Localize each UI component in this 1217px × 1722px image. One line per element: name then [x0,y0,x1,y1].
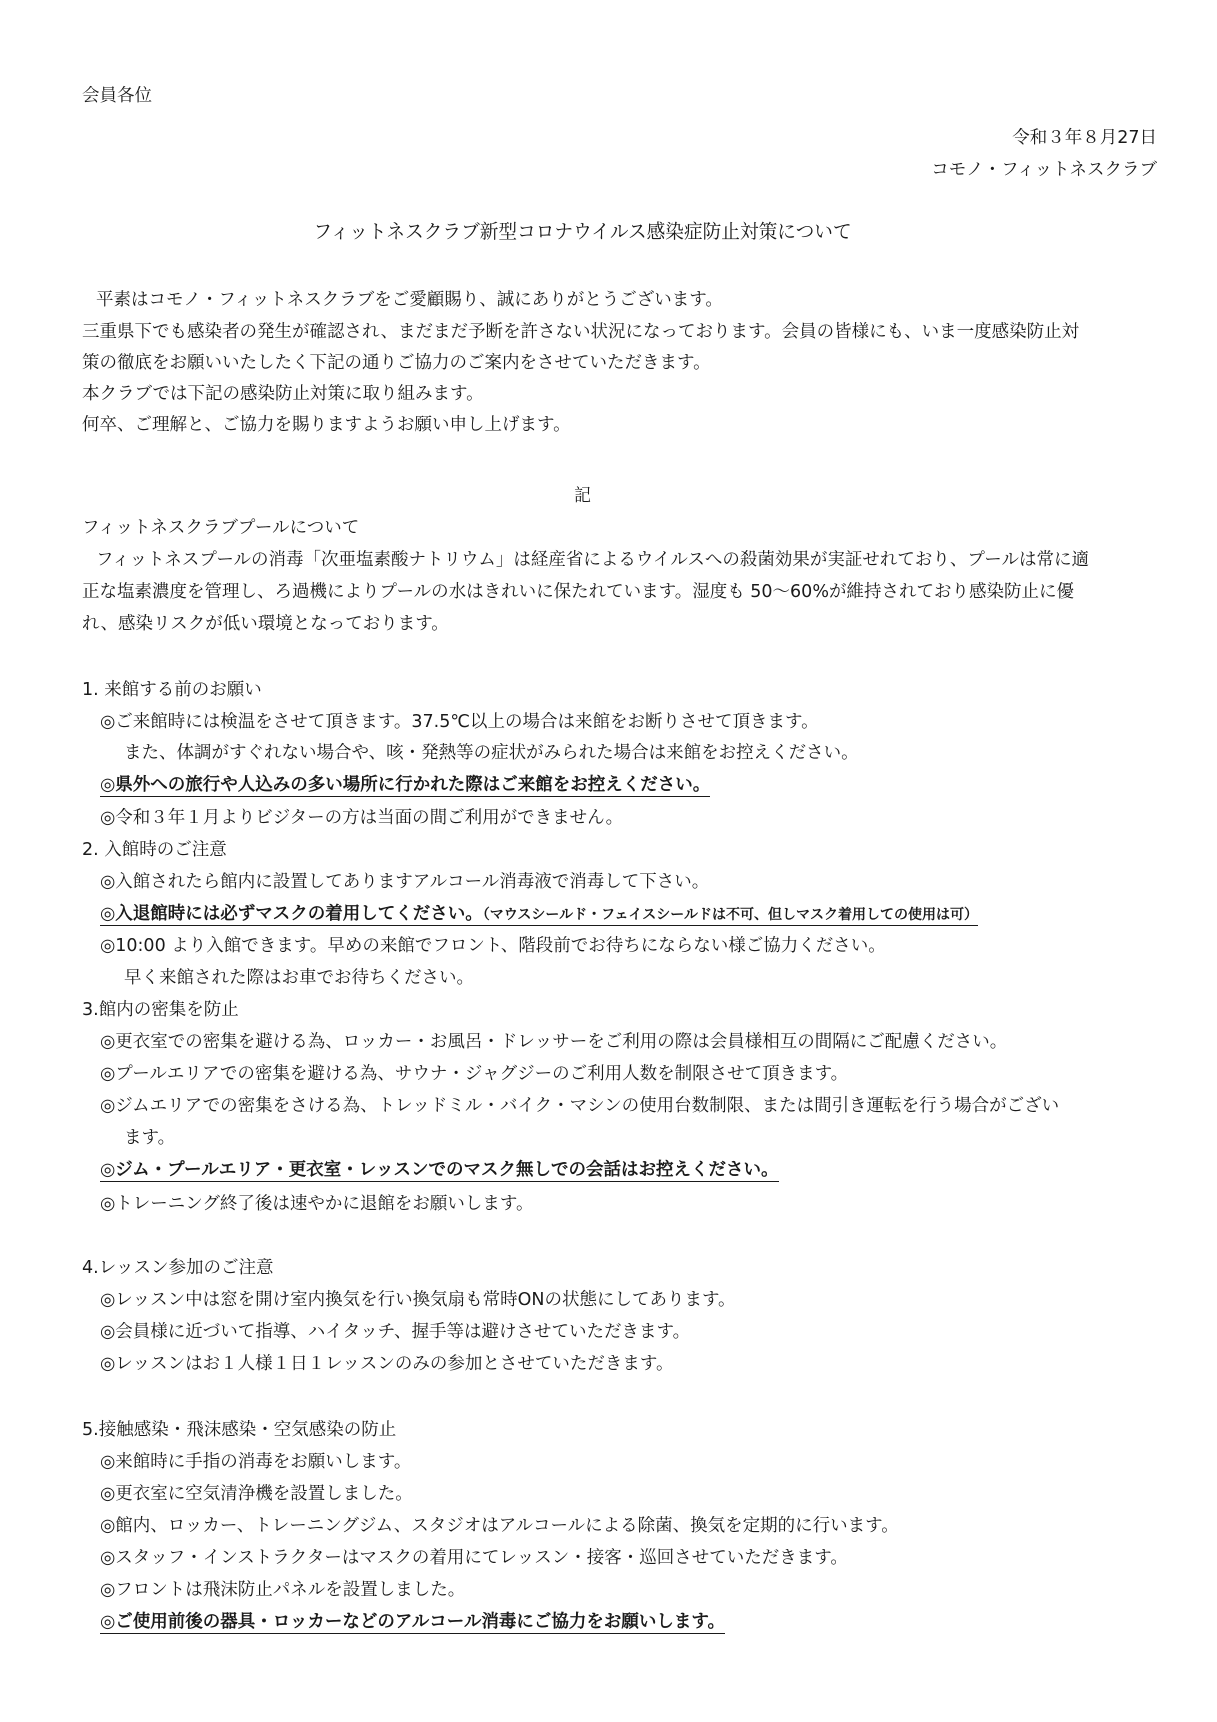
list-item: ◎館内、ロッカー、トレーニングジム、スタジオはアルコールによる除菌、換気を定期的に行います。 [100,1516,899,1536]
list-item: ◎トレーニング終了後は速やかに退館をお願いします。 [100,1194,534,1214]
list-item: ◎レッスン中は窓を開け室内換気を行い換気扇も常時ONの状態にしてあります。 [100,1290,736,1310]
pool-heading: フィットネスクラブプールについて [82,518,360,538]
page-title: フィットネスクラブ新型コロナウイルス感染症防止対策について [313,220,852,243]
list-item: 早く来館された際はお車でお待ちください。 [124,968,474,988]
list-item: ます。 [124,1128,176,1148]
section-1-heading: 1. 来館する前のお願い [82,680,262,700]
pool-line: 正な塩素濃度を管理し、ろ過機によりプールの水はきれいに保たれています。湿度も 50～60%が維持されており感染防止に優 [82,582,1074,602]
list-item: ◎会員様に近づいて指導、ハイタッチ、握手等は避けさせていただきます。 [100,1322,691,1342]
pool-line: フィットネスプールの消毒「次亜塩素酸ナトリウム」は経産省によるウイルスへの殺菌効果が実証せれており、プールは常に適 [96,550,1089,570]
list-item: ◎プールエリアでの密集を避ける為、サウナ・ジャグジーのご利用人数を制限させて頂きます。 [100,1064,849,1084]
list-item: ◎令和３年１月よりビジターの方は当面の間ご利用ができません。 [100,808,624,828]
list-item: ◎更衣室に空気清浄機を設置しました。 [100,1484,413,1504]
pool-line: れ、感染リスクが低い環境となっております。 [82,614,449,634]
emphasis-item: ◎ご使用前後の器具・ロッカーなどのアルコール消毒にご協力をお願いします。 [100,1612,725,1632]
list-item: ◎ジムエリアでの密集をさける為、トレッドミル・バイク・マシンの使用台数制限、または間引き運転を行う場合がござい [100,1096,1060,1116]
emphasis-item: ◎県外への旅行や人込みの多い場所に行かれた際はご来館をお控えください。 [100,775,711,795]
emphasis-item: ◎入退館時には必ずマスクの着用してください。（マウスシールド・フェイスシールドは不可、但しマスク着用しての使用は可） [100,904,978,924]
intro-line: 策の徹底をお願いいたしたく下記の通りご協力のご案内をさせていただきます。 [82,353,711,373]
list-item: ◎レッスンはお１人様１日１レッスンのみの参加とさせていただきます。 [100,1354,674,1374]
list-item: ◎10:00 より入館できます。早めの来館でフロント、階段前でお待ちにならない様ご協力ください。 [100,936,886,956]
intro-line: 平素はコモノ・フィットネスクラブをご愛顧賜り、誠にありがとうございます。 [96,290,723,310]
addressee: 会員各位 [82,86,152,106]
sender: コモノ・フィットネスクラブ [931,160,1157,180]
section-2-heading: 2. 入館時のご注意 [82,840,227,860]
list-item: ◎更衣室での密集を避ける為、ロッカー・お風呂・ドレッサーをご利用の際は会員様相互の間隔にご配慮ください。 [100,1032,1008,1052]
list-item: ◎スタッフ・インストラクターはマスクの着用にてレッスン・接客・巡回させていただきます。 [100,1548,848,1568]
intro-line: 本クラブでは下記の感染防止対策に取り組みます。 [82,384,484,404]
date: 令和３年８月27日 [1012,128,1157,148]
section-4-heading: 4.レッスン参加のご注意 [82,1258,274,1278]
intro-line: 三重県下でも感染者の発生が確認され、まだまだ予断を許さない状況になっております。会員の皆様にも、いま一度感染防止対 [82,322,1080,342]
list-item: ◎来館時に手指の消毒をお願いします。 [100,1452,412,1472]
section-3-heading: 3.館内の密集を防止 [82,1000,239,1020]
section-5-heading: 5.接触感染・飛沫感染・空気感染の防止 [82,1420,397,1440]
list-item: ◎ご来館時には検温をさせて頂きます。37.5℃以上の場合は来館をお断りさせて頂きます。 [100,712,819,732]
intro-line: 何卒、ご理解と、ご協力を賜りますようお願い申し上げます。 [82,415,571,435]
ki-marker: 記 [574,486,591,506]
list-item: ◎フロントは飛沫防止パネルを設置しました。 [100,1580,466,1600]
list-item: ◎入館されたら館内に設置してありますアルコール消毒液で消毒して下さい。 [100,872,710,892]
list-item: また、体調がすぐれない場合や、咳・発熱等の症状がみられた場合は来館をお控えください。 [124,743,859,763]
emphasis-item: ◎ジム・プールエリア・更衣室・レッスンでのマスク無しでの会話はお控えください。 [100,1160,779,1180]
